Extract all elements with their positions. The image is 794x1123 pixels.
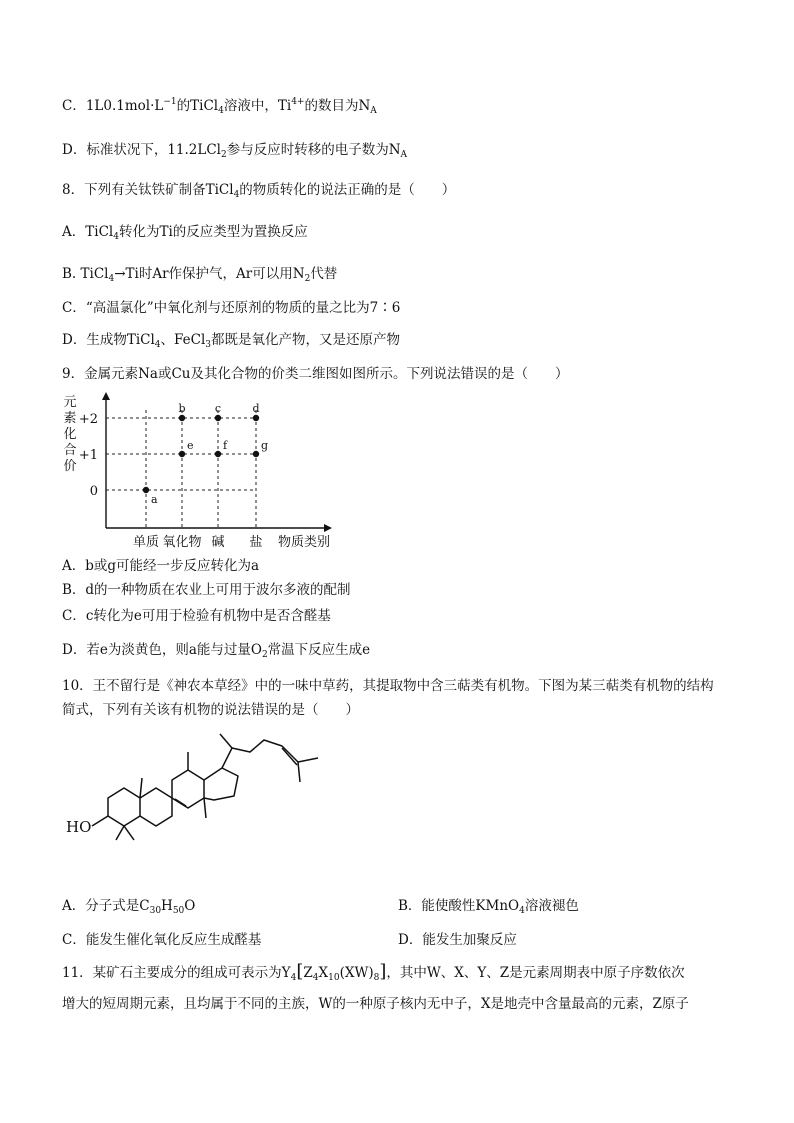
gem-methyl-1 bbox=[116, 826, 124, 840]
side-chain-2 bbox=[232, 740, 298, 762]
x-axis-arrow bbox=[324, 524, 332, 532]
data-label-c: c bbox=[214, 402, 222, 415]
data-point-f bbox=[215, 451, 221, 457]
y-axis-label-char: 价 bbox=[63, 459, 77, 474]
side-chain-double-bond bbox=[282, 748, 297, 765]
y-tick-label: +2 bbox=[78, 412, 98, 427]
q9-option-d: D．若e为淡黄色，则a能与过量$O_2$常温下反应生成e bbox=[62, 642, 371, 660]
methyl-14 bbox=[204, 798, 206, 818]
ring-b bbox=[140, 788, 172, 826]
data-label-d: d bbox=[252, 402, 260, 415]
side-chain-1 bbox=[222, 748, 232, 768]
terminal-methyl-2 bbox=[298, 762, 300, 782]
data-label-e: e bbox=[187, 439, 194, 452]
data-label-g: g bbox=[261, 439, 269, 452]
data-label-b: b bbox=[178, 402, 186, 415]
q10-option-b: B．能使酸性KMnO$_4$溶液褪色 bbox=[398, 898, 579, 916]
y-axis-label-char: 素 bbox=[63, 411, 77, 426]
q9-option-b: B．d的一种物质在农业上可用于波尔多液的配制 bbox=[62, 582, 351, 598]
hydroxyl-bond bbox=[92, 816, 108, 826]
q11-stem-line2: 增大的短周期元素，且均属于不同的主族，W的一种原子核内无中子，X是地壳中含量最高的元素，Z原子 bbox=[62, 996, 689, 1012]
triterpene-structure bbox=[60, 726, 350, 876]
q9-option-c: C．c转化为e可用于检验有机物中是否含醛基 bbox=[62, 608, 331, 624]
methyl-10 bbox=[140, 778, 142, 798]
gem-methyl-2 bbox=[124, 826, 134, 840]
x-tick-label: 盐 bbox=[249, 535, 263, 550]
ring-d bbox=[204, 768, 238, 800]
data-point-c bbox=[215, 415, 221, 421]
q9-option-a: A．b或g可能经一步反应转化为a bbox=[62, 558, 260, 574]
ring-c bbox=[172, 770, 204, 808]
q7-option-d: D．标准状况下，11.2LCl$_2$参与反应时转移的电子数为$N_A$ bbox=[62, 142, 408, 160]
x-tick-label: 碱 bbox=[211, 535, 225, 550]
ring-a bbox=[108, 788, 140, 826]
side-chain-methyl bbox=[220, 734, 232, 748]
hydroxyl-label: HO bbox=[66, 818, 92, 836]
q8-stem: 8．下列有关钛铁矿制备TiCl$_4$的物质转化的说法正确的是（ ） bbox=[62, 182, 456, 200]
ring-c-double-bond bbox=[175, 799, 186, 806]
q7-option-c: C．$1L0.1mol\cdot L^{-1}$的TiCl$_4$溶液中，$Ti^{4+}$的数目为$N_A$ bbox=[62, 97, 377, 116]
q10-option-c: C．能发生催化氧化反应生成醛基 bbox=[62, 932, 262, 948]
valence-class-chart bbox=[60, 388, 350, 554]
data-point-g bbox=[253, 451, 259, 457]
q10-stem-line1: 10．王不留行是《神农本草经》中的一味中草药，其提取物中含三萜类有机物。下图为某三萜类有机物的结构 bbox=[62, 678, 714, 694]
y-axis-arrow bbox=[102, 392, 110, 400]
q8-option-d: D．生成物TiCl$_4$、FeCl$_3$都既是氧化产物，又是还原产物 bbox=[62, 332, 401, 350]
q10-option-a: A．分子式是$C_{30}H_{50}O$ bbox=[62, 898, 196, 916]
q8-option-b: B. TiCl$_4$→Ti时Ar作保护气，Ar可以用$N_2$代替 bbox=[62, 266, 338, 284]
terminal-methyl-1 bbox=[298, 758, 318, 762]
y-axis-label-char: 化 bbox=[63, 427, 77, 442]
data-label-f: f bbox=[223, 439, 228, 452]
q8-option-c: C．“高温氯化”中氧化剂与还原剂的物质的量之比为7∶6 bbox=[62, 300, 401, 316]
q9-stem: 9．金属元素Na或Cu及其化合物的价类二维图如图所示。下列说法错误的是（ ） bbox=[62, 366, 569, 382]
x-tick-label: 氧化物 bbox=[162, 535, 202, 550]
data-point-a bbox=[143, 487, 149, 493]
y-axis-label-char: 合 bbox=[63, 443, 77, 458]
x-axis-label: 物质类别 bbox=[277, 535, 330, 550]
y-axis-label-char: 元 bbox=[63, 395, 77, 410]
data-label-a: a bbox=[151, 493, 158, 506]
data-point-b bbox=[179, 415, 185, 421]
x-tick-label: 单质 bbox=[132, 535, 160, 550]
data-point-e bbox=[179, 451, 185, 457]
q10-option-d: D．能发生加聚反应 bbox=[398, 932, 517, 948]
q11-stem-line1: 11．某矿石主要成分的组成可表示为$Y_4[Z_4X_{10}(XW)_8]$，其中W、X、Y、Z是元素周期表中原子序数依次 bbox=[62, 961, 685, 983]
y-tick-label: +1 bbox=[78, 448, 98, 463]
y-tick-label: 0 bbox=[89, 484, 98, 499]
q8-option-a: A．TiCl$_4$转化为Ti的反应类型为置换反应 bbox=[62, 224, 308, 242]
data-point-d bbox=[253, 415, 259, 421]
q10-stem-line2: 简式，下列有关该有机物的说法错误的是（ ） bbox=[62, 702, 359, 718]
